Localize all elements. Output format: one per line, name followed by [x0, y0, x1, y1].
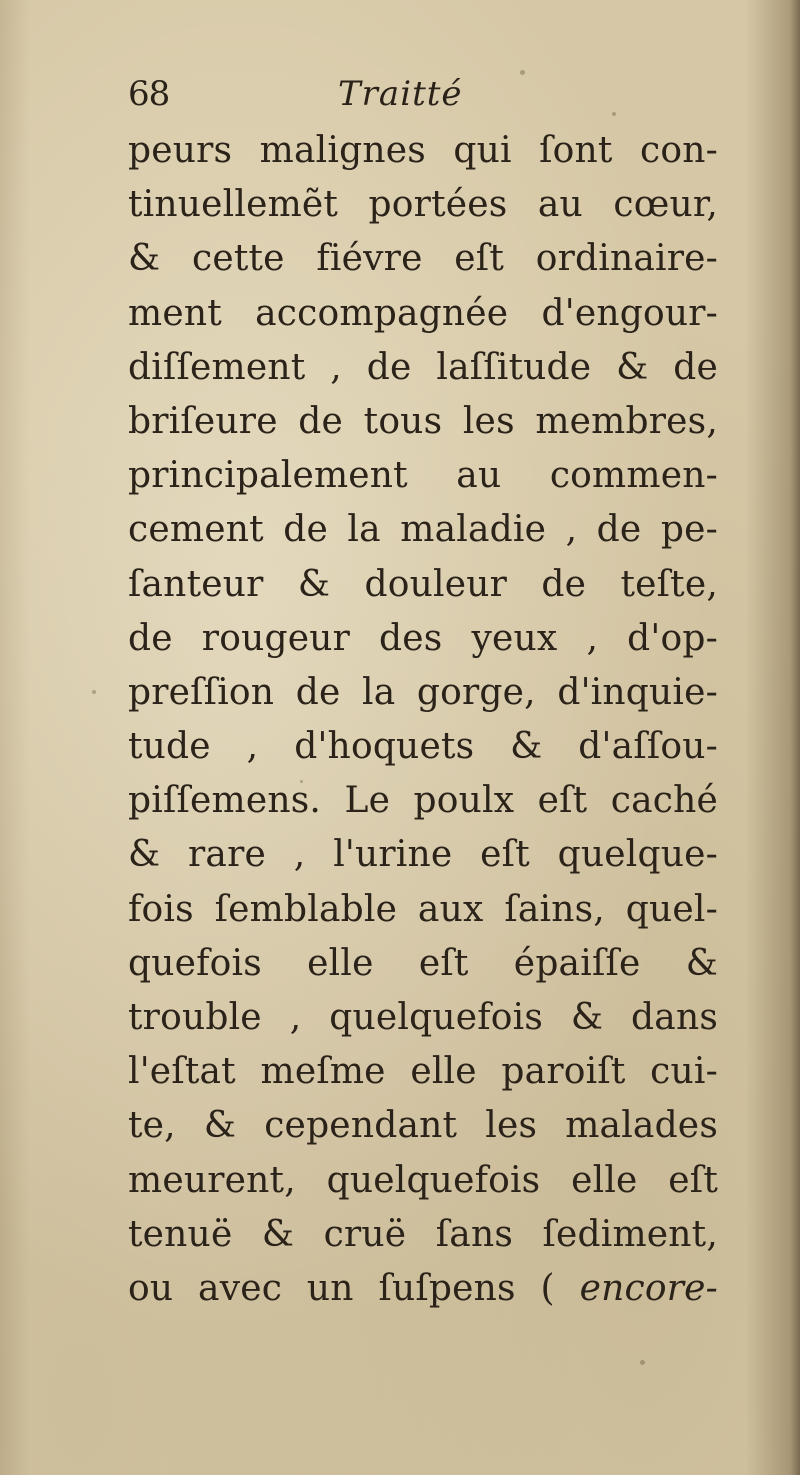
text-line: & rare , l'urine eſt quelque-: [128, 834, 718, 876]
text-line: fois ſemblable aux ſains, quel-: [128, 888, 718, 930]
text-line: ſanteur & douleur de teſte,: [128, 563, 718, 605]
catchword: encore-: [579, 1267, 718, 1309]
paper-speck: [640, 1360, 645, 1365]
body-text: [128, 124, 718, 1316]
text-line: preſſion de la gorge, d'inquie-: [128, 671, 718, 713]
text-line: principalement au commen-: [128, 455, 718, 497]
running-title: Traitté: [338, 74, 463, 114]
text-line: trouble , quelquefois & dans: [128, 997, 718, 1038]
page-header: [120, 70, 680, 120]
text-line: meurent, quelquefois elle eſt: [128, 1159, 718, 1201]
text-line: diſſement , de laſſitude & de: [128, 346, 718, 388]
text-line: cement de la maladie , de pe-: [128, 509, 718, 551]
text-line: & cette fiévre eſt ordinaire-: [128, 238, 718, 280]
text-line: piſſemens. Le poulx eſt caché: [128, 780, 718, 822]
text-line: de rougeur des yeux , d'op-: [128, 617, 718, 659]
text-line: tenuë & cruë ſans ſediment,: [128, 1213, 718, 1255]
text-line: l'eſtat meſme elle paroiſt cui-: [128, 1051, 718, 1093]
text-line: tude , d'hoquets & d'aſſou-: [128, 726, 718, 768]
page-number: 68: [128, 74, 170, 114]
text-line: peurs malignes qui ſont con-: [128, 130, 718, 171]
text-line: quefois elle eſt épaiſſe &: [128, 942, 718, 984]
text-line: briſeure de tous les membres,: [128, 400, 718, 442]
text-line: te, & cependant les malades: [128, 1105, 718, 1147]
text-line: ou avec un ſuſpens (: [128, 1267, 555, 1309]
text-line: ment accompagnée d'engour-: [128, 292, 718, 334]
last-line: [128, 1262, 718, 1316]
text-line: tinuellemẽt portées au cœur,: [128, 184, 718, 226]
paper-speck: [92, 690, 96, 694]
